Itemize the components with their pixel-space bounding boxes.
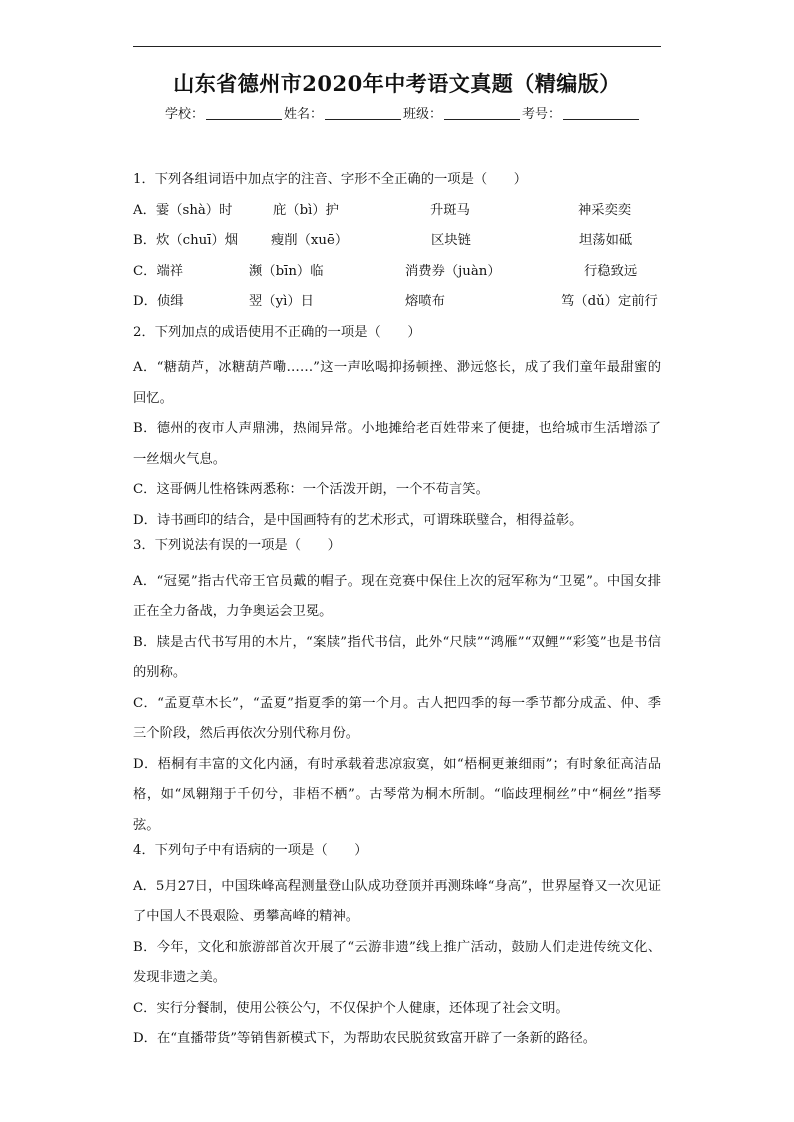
q1-d-item-2: 翌（yì）日 [249,294,314,309]
q4-stem: 4．下列句子中有语病的一项是（ ） [133,843,368,858]
q3-option-b: B．牍是古代书写用的木片，“案牍”指代书信，此外“尺牍”“鸿雁”“双鲤”“彩笺”也是书信的别称。 [133,634,661,680]
q2-option-b: B．德州的夜市人声鼎沸，热闹异常。小地摊给老百姓带来了便捷，也给城市生活增添了一丝烟火气息。 [133,421,661,467]
exam-number-blank[interactable] [563,106,639,120]
q1-b-item-1: B．炊（chuī）烟 [133,233,239,248]
q1-b-item-2: 瘦削（xuē） [271,233,349,248]
q1-a-item-4: 神采奕奕 [578,202,632,218]
exam-number-label: 考号： [522,107,562,122]
name-label: 姓名： [284,107,324,122]
q1-d-item-3: 熔喷布 [405,294,445,309]
q2-option-a: A．“糖葫芦，冰糖葫芦嘞……”这一声吆喝抑扬顿挫、渺远悠长，成了我们童年最甜蜜的回忆。 [133,360,661,406]
q1-d-item-4: 笃（dǔ）定前行 [561,294,658,309]
q1-d-item-1: D．侦缉 [133,294,184,309]
q1-row-a [133,201,661,232]
q3-option-a: A．“冠冕”指古代帝王官员戴的帽子。现在竞赛中保住上次的冠军称为“卫冕”。中国女排正在全力备战，力争奥运会卫冕。 [133,573,661,619]
q1-row-b [133,231,661,262]
q4-option-b: B．今年，文化和旅游部首次开展了“云游非遗”线上推广活动，鼓励人们走进传统文化、发现非遗之美。 [133,939,661,985]
q1-a-item-1: A．霎（shà）时 [133,202,233,218]
q1-c-item-3: 消费券（juàn） [405,263,501,279]
class-blank[interactable] [444,106,520,120]
q4-option-c: C．实行分餐制，使用公筷公勺，不仅保护个人健康，还体现了社会文明。 [133,1000,569,1016]
q1-row-d [133,292,661,323]
q1-c-item-2: 濒（bīn）临 [249,263,324,279]
questions [133,170,661,1055]
q3-option-d: D．梧桐有丰富的文化内涵，有时承载着悲凉寂寞，如“梧桐更兼细雨”；有时象征高洁品格，如“凤翱翔于千仞兮，非梧不栖”。古琴常为桐木所制。“临歧理桐丝”中“桐丝”指琴弦。 [133,756,661,833]
q1-row-c [133,262,661,293]
q3-option-c: C．“孟夏草木长”，“孟夏”指夏季的第一个月。古人把四季的每一季节都分成孟、仲、季三个阶段，然后再依次分别代称月份。 [133,695,661,741]
q1-c-item-1: C．端祥 [133,263,184,279]
school-label: 学校： [165,107,205,122]
q1-c-item-4: 行稳致远 [584,263,638,279]
q1-b-item-4: 坦荡如砥 [579,233,633,248]
q1-b-item-3: 区块链 [431,233,471,248]
q2-option-c: C．这哥俩儿性格铢两悉称：一个活泼开朗，一个不苟言笑。 [133,482,489,497]
class-label: 班级： [403,107,443,122]
page-title: 山东省德州市2020年中考语文真题（精编版） [173,71,621,96]
student-info-line [165,103,641,122]
q1-a-item-2: 庇（bì）护 [273,202,339,218]
q2-option-d: D．诗书画印的结合，是中国画特有的艺术形式，可谓珠联璧合，相得益彰。 [133,512,583,528]
q1-a-item-3: 升斑马 [430,202,470,218]
q1-stem: 1．下列各组词语中加点字的注音、字形不全正确的一项是（ ） [133,172,528,187]
q2-stem: 2．下列加点的成语使用不正确的一项是（ ） [133,324,421,340]
q4-option-d: D．在“直播带货”等销售新模式下，为帮助农民脱贫致富开辟了一条新的路径。 [133,1031,597,1046]
q4-option-a: A．5月27日，中国珠峰高程测量登山队成功登顶并再测珠峰“身高”，世界屋脊又一次见证了中国人不畏艰险、勇攀高峰的精神。 [133,878,661,924]
name-blank[interactable] [325,106,401,120]
q3-stem: 3．下列说法有误的一项是（ ） [133,538,341,553]
school-blank[interactable] [206,106,282,120]
header-rule [133,46,661,47]
